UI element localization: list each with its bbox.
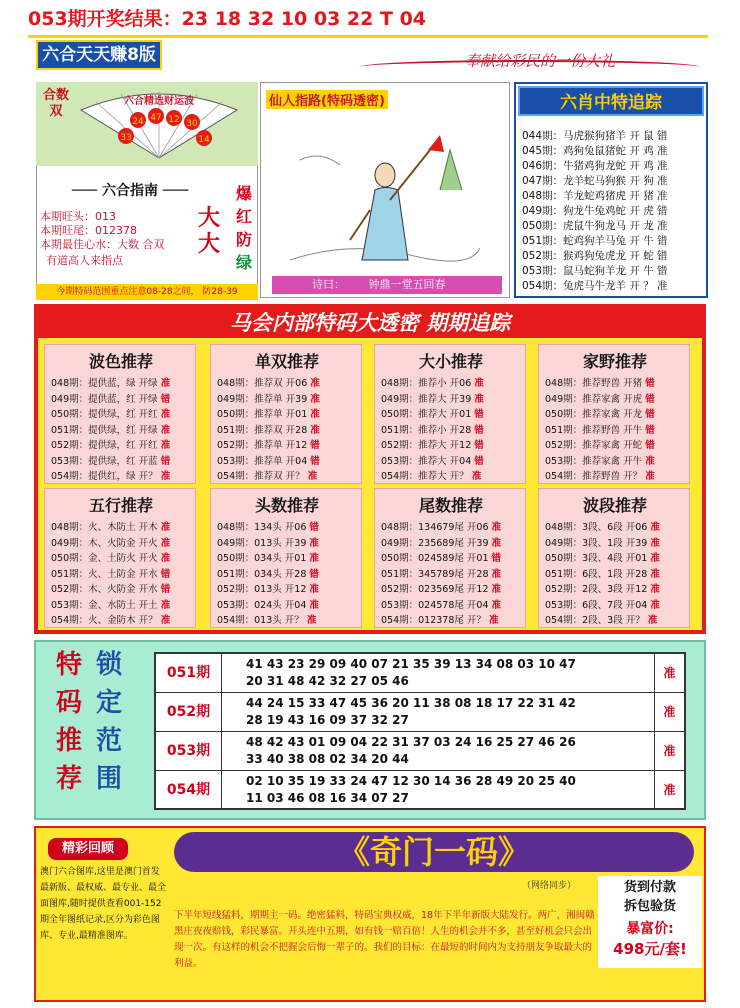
card-row-text: 054期：提供红，绿 开？ [51,471,158,482]
card-row [381,566,501,580]
card-row-text: 052期：木、火防金 开水 [51,584,158,595]
lock-period: 052期 [156,693,222,731]
lock-numbers-line: 28 19 43 16 09 37 32 27 [246,713,409,727]
card-row-result: 错 [309,568,319,580]
card-row-text: 048期：推荐小 开06 [381,378,472,389]
cod-price: 498元/套! [613,940,687,958]
card-row [217,468,317,482]
lock-table [154,652,686,810]
card-row-result: 错 [309,522,319,533]
lock-result: 准 [654,654,684,692]
promo-text: 下半年短线猛料，期期主一码。绝密猛料，特码宝典权威，18年下半年新版大陆发行。两广，湘闽赣黑庄夜夜赔钱，彩民暴富。开头连中五期，如有钱一赔百倍！人生的机会并不多，甚至好机会只会出现一次。有这样的机会不把握会后悔一辈子的。我们的目标：在最短的时间内为支持朋友争取最大的利益。 [174,910,595,969]
card-row [217,597,319,611]
card-row [217,612,316,626]
card-title: 尾数推荐 [418,496,483,515]
zodiac-row: 053期：鼠马蛇狗羊龙 开 牛 错 [522,265,668,277]
side-char: 绿 [235,253,252,272]
card-row-text: 050期：推荐家禽 开龙 [545,409,643,420]
card-row [545,422,655,436]
lock-period: 051期 [156,654,222,692]
card-row-result: 错 [645,440,655,451]
card-row [381,375,484,389]
card-row [381,422,484,436]
cod-line: 暴富价: [626,921,674,937]
card-row-text: 052期：2段、3段 开12 [545,584,648,595]
card-row [51,535,170,549]
review-text: 澳门六合图库,这里是澳门首发最新版、最权威、最专业、最全面图库,随时提供查看001-152期全年图纸记录,区分为彩色图库、专业,最精准图库。 [40,867,167,941]
poem-bar [272,276,502,294]
recommend-card [374,488,526,628]
card-row [217,437,320,451]
card-row-text: 049期：推荐家禽 开虎 [545,393,643,405]
card-row [545,519,660,533]
card-row-text: 048期：推荐野兽 开猪 [545,378,643,389]
card-row-result: 准 [310,424,320,436]
lock-row [156,732,684,771]
recommend-card [210,344,362,484]
card-row-result: 准 [160,409,171,420]
card-row [217,550,319,564]
card-row-text: 050期：024589尾 开01 [381,553,489,564]
card-row-text: 052期：推荐大 开12 [381,440,472,451]
card-row-result: 准 [650,553,660,564]
card-row-text: 052期：提供绿，红 开红 [51,440,158,451]
card-row-text: 048期：提供蓝，绿 开绿 [51,378,158,389]
card-row-result: 准 [650,522,660,533]
card-row [51,406,170,420]
card-row [381,612,498,626]
lock-numbers-line: 44 24 15 33 47 45 36 20 11 38 08 18 17 22 31 42 [246,696,576,710]
card-row-result: 准 [310,409,320,420]
card-row-result: 准 [160,522,171,533]
card-row-text: 048期：134679尾 开06 [381,522,489,533]
card-row-text: 053期：推荐大 开04 [381,455,472,467]
card-row-result: 准 [650,584,660,595]
fan-number: 30 [186,119,198,129]
card-row-result: 准 [160,599,171,611]
cod-box [598,876,702,968]
card-row-result: 错 [160,455,171,467]
card-row-result: 准 [160,615,171,626]
guide-title: ─── 六合指南 ─── [71,183,189,199]
zodiac-row: 054期：兔虎马牛龙羊 开 ？ 准 [522,280,668,292]
lock-row [156,654,684,693]
card-row [217,535,319,549]
card-row-text: 054期：推荐双 开？ [217,471,305,482]
card-row [51,437,170,451]
review-title: 精彩回顾 [48,838,128,860]
guide-line: 有道高人来指点 [46,254,123,267]
card-row-text: 053期：024头 开04 [217,599,307,611]
recommend-card [44,344,196,484]
card-row-text: 054期：火、金防木 开？ [51,615,158,626]
qimen-banner: 《奇门一码》 [174,832,694,872]
card-row-result: 错 [474,409,484,420]
card-row-text: 053期：推荐单 开04 [217,455,308,467]
gift-slogan: 奉献给彩民的一份大礼 [464,52,615,70]
card-row-text: 051期：推荐双 开28 [217,424,308,436]
card-row [545,581,660,595]
lock-result: 准 [654,771,684,809]
card-row [217,566,319,580]
card-row-result: 准 [474,393,484,405]
card-row [51,612,170,626]
heshu-label: 合数双 [42,88,69,119]
lock-title-char: 锁 [96,650,123,680]
card-row-result: 准 [160,537,171,549]
card-row-text: 051期：034头 开28 [217,568,307,580]
guide-line: 本期最佳心水：大数 合双 [40,238,165,251]
card-row-text: 053期：推荐家禽 开牛 [545,455,643,467]
cod-line: 货到付款 [623,880,676,895]
card-row-text: 049期：木、火防金 开火 [51,537,158,549]
divider [28,35,708,38]
card-row-text: 052期：推荐家禽 开蛇 [545,440,643,451]
card-row-result: 准 [306,615,317,626]
card-row [545,375,655,389]
card-row-text: 052期：023569尾 开12 [381,584,489,595]
card-row [381,519,501,533]
card-row-result: 准 [491,584,502,595]
card-row-text: 054期：013头 开？ [217,615,304,626]
recommend-card [538,488,690,628]
brand-label: 六合天天赚8版 [36,40,162,70]
card-row [381,453,484,467]
fan-number: 12 [168,115,180,125]
guide-line: 本期旺尾：012378 [40,224,137,237]
lock-title-char: 码 [56,688,83,718]
card-row-result: 错 [160,584,171,595]
recommend-card [538,344,690,484]
guide-title-text: 六合指南 [102,183,158,199]
side-char: 防 [235,230,252,249]
card-row-text: 051期：火、土防金 开水 [51,568,158,580]
recommend-card [44,488,196,628]
card-row-text: 050期：提供绿，红 开红 [51,409,158,420]
card-row-text: 051期：提供绿，红 开绿 [51,424,158,436]
lock-numbers [246,773,646,807]
range-note: 今期特码范围重点注意08-28之间， 防28-39 [36,284,258,300]
card-row-text: 054期：推荐大 开？ [381,471,469,482]
card-row-result: 准 [160,553,171,564]
card-row-text: 053期：金、水防土 开土 [51,599,158,611]
card-row [545,437,655,451]
guide-line: 本期旺头：013 [40,210,116,223]
card-row [545,406,655,420]
lock-row [156,771,684,810]
card-row [51,550,170,564]
card-title: 大小推荐 [418,352,483,371]
fan-number: 33 [120,133,132,143]
card-row-result: 错 [491,553,502,564]
lock-numbers [246,656,646,690]
card-row-result: 准 [491,599,502,611]
cod-line: 拆包验货 [623,899,676,914]
zodiac-row: 048期：羊龙蛇鸡猪虎 开 猪 准 [522,190,668,202]
card-row-result: 准 [650,537,660,549]
card-row [51,468,170,482]
card-row-text: 049期：推荐单 开39 [217,393,308,405]
card-row-text: 048期：推荐双 开06 [217,378,308,389]
card-row-result: 错 [474,455,484,467]
card-row-text: 051期：345789尾 开28 [381,568,489,580]
card-row-result: 错 [645,393,655,405]
card-row-text: 053期：提供绿，红 开蓝 [51,455,158,467]
card-row [381,535,501,549]
card-row-result: 准 [160,424,171,436]
card-row-text: 048期：134头 开06 [217,522,307,533]
card-row [217,581,319,595]
card-row [545,453,655,467]
zodiac-row: 052期：猴鸡狗兔虎龙 开 蛇 错 [522,250,668,262]
card-row-text: 051期：6段、1段 开28 [545,568,648,580]
big-chars: 大大 [197,206,220,257]
zodiac-title: 六肖中特追踪 [518,86,704,116]
fan-icon [76,90,242,160]
card-row-result: 准 [307,471,318,482]
card-row-text: 054期：012378尾 开？ [381,615,486,626]
card-row-result: 准 [471,471,482,482]
card-row [545,566,660,580]
card-row-result: 准 [474,378,484,389]
card-row [217,519,319,533]
card-row-result: 错 [160,393,171,405]
card-row-text: 053期：6段、7段 开04 [545,599,648,611]
card-row-result: 准 [160,378,171,389]
card-row-text: 050期：金、土防火 开火 [51,553,158,564]
zodiac-row: 049期：狗龙牛兔鸡蛇 开 虎 错 [522,205,668,217]
zodiac-row: 046期：牛猪鸡狗龙蛇 开 鸡 准 [522,160,668,172]
lock-title-char: 荐 [56,764,83,794]
card-row [51,453,170,467]
lock-numbers [246,734,646,768]
card-row-result: 准 [160,471,171,482]
insider-title: 马会内部特码大透密 期期追踪 [38,308,702,338]
card-row-result: 准 [647,615,658,626]
card-row [381,581,501,595]
card-row-result: 准 [650,568,660,580]
card-row-text: 048期：3段、6段 开06 [545,522,648,533]
card-row [51,597,170,611]
card-row-text: 050期：推荐单 开01 [217,409,308,420]
card-row-text: 048期：火、木防土 开木 [51,522,158,533]
card-row-result: 准 [309,599,319,611]
card-row-text: 051期：推荐小 开28 [381,424,472,436]
card-row-text: 050期：034头 开01 [217,553,307,564]
lock-title-char: 范 [96,726,123,756]
card-row-result: 错 [645,409,655,420]
fan-title: 六合精选财运波 [124,96,194,107]
side-char: 爆 [235,184,252,203]
lock-period: 054期 [156,771,222,809]
card-row [545,468,655,482]
lock-result: 准 [654,732,684,770]
sage-illustration-icon [290,120,480,270]
top-bar [0,0,740,36]
card-title: 波色推荐 [88,352,153,371]
recommend-card [210,488,362,628]
side-char: 红 [235,207,252,226]
lock-numbers-line: 02 10 35 19 33 24 47 12 30 14 36 28 49 20 25 40 [246,774,576,788]
card-row-result: 准 [491,568,502,580]
card-row [545,597,660,611]
lock-numbers-line: 20 31 48 42 32 27 05 46 [246,674,409,688]
lock-numbers-line: 41 43 23 29 09 40 07 21 35 39 13 34 08 03 10 47 [246,657,576,671]
card-row-result: 准 [491,522,502,533]
lock-title-char: 围 [96,764,123,794]
zodiac-row: 051期：蛇鸡狗羊马兔 开 牛 错 [522,235,668,247]
card-title: 波段推荐 [582,496,647,515]
fan-number: 24 [132,117,144,127]
lock-period: 053期 [156,732,222,770]
poem-text: 钟鼎一堂五回春 [368,278,446,291]
card-row-result: 错 [310,440,320,451]
card-row-text: 054期：2段、3段 开？ [545,615,645,626]
card-row-result: 准 [160,440,171,451]
card-row-text: 051期：推荐野兽 开牛 [545,424,643,436]
card-row [381,391,484,405]
card-row-result: 准 [309,537,319,549]
card-row-result: 准 [309,584,319,595]
card-title: 家野推荐 [582,352,647,371]
card-title: 头数推荐 [254,496,319,515]
card-row-text: 052期：推荐单 开12 [217,440,308,451]
lock-result: 准 [654,693,684,731]
lock-title-char: 推 [56,726,83,756]
card-row-result: 错 [474,424,484,436]
card-row-result: 错 [160,568,171,580]
lock-numbers [246,695,646,729]
card-row [217,453,320,467]
card-row [51,375,170,389]
card-row [381,406,484,420]
card-row [51,581,170,595]
zodiac-row: 044期：马虎猴狗猪羊 开 鼠 错 [522,130,668,142]
card-title: 五行推荐 [88,496,153,515]
lock-numbers-line: 48 42 43 01 09 04 22 31 37 03 24 16 25 27 46 26 [246,735,576,749]
card-row-text: 049期：235689尾 开39 [381,537,489,549]
card-row-result: 准 [645,471,655,482]
card-row [381,550,501,564]
card-row [545,535,660,549]
card-row-result: 准 [491,537,502,549]
recommend-card [374,344,526,484]
draw-result-title: 053期开奖结果：23 18 32 10 03 22 T 04 [28,8,427,30]
lock-row [156,693,684,732]
lock-numbers-line: 33 40 38 08 02 34 20 44 [246,752,409,766]
poem-label: 诗曰： [312,278,345,291]
card-row-text: 049期：3段、1段 开39 [545,537,648,549]
card-row [217,422,320,436]
card-row [545,612,657,626]
card-row-text: 050期：推荐大 开01 [381,409,472,420]
sage-title: 仙人指路(特码透密) [266,90,388,109]
card-row-result: 错 [474,440,484,451]
card-row-result: 准 [645,455,655,467]
lock-title-char: 定 [96,688,123,718]
card-row [51,566,170,580]
lock-numbers-line: 11 03 46 08 16 34 07 27 [246,791,409,805]
card-row-result: 准 [310,378,320,389]
card-row-text: 049期：提供蓝，红 开绿 [51,393,158,405]
card-row [545,391,655,405]
card-row-text: 052期：013头 开12 [217,584,307,595]
card-row-result: 错 [645,378,655,389]
card-row [545,550,660,564]
card-row-text: 053期：024578尾 开04 [381,599,489,611]
zodiac-row: 045期：鸡狗兔鼠猪蛇 开 鸡 准 [522,145,668,157]
card-row-result: 错 [310,455,320,467]
zodiac-row: 050期：虎鼠牛狗龙马 开 龙 准 [522,220,668,232]
card-row [51,519,170,533]
card-row-result: 准 [650,599,660,611]
card-row [51,422,170,436]
card-row-text: 049期：013头 开39 [217,537,307,549]
card-row-text: 054期：推荐野兽 开？ [545,471,643,482]
card-row-result: 错 [645,424,655,436]
card-row [51,391,170,405]
card-row-result: 准 [309,553,319,564]
side-chars [232,182,256,274]
lock-title-char: 特 [56,650,83,680]
zodiac-row: 047期：龙羊蛇马狗猴 开 狗 准 [522,175,668,187]
card-row [381,437,484,451]
card-row-result: 准 [310,393,320,405]
fan-number: 47 [150,113,162,123]
fan-number: 14 [198,135,210,145]
card-row-text: 049期：推荐大 开39 [381,393,472,405]
card-row [381,468,481,482]
card-row [217,375,320,389]
card-row [217,406,320,420]
card-row [381,597,501,611]
card-row-result: 准 [488,615,499,626]
card-title: 单双推荐 [254,352,319,371]
card-row-text: 050期：3段、4段 开01 [545,553,648,564]
net-sync-label: （网络同步） [522,881,577,891]
card-row [217,391,320,405]
